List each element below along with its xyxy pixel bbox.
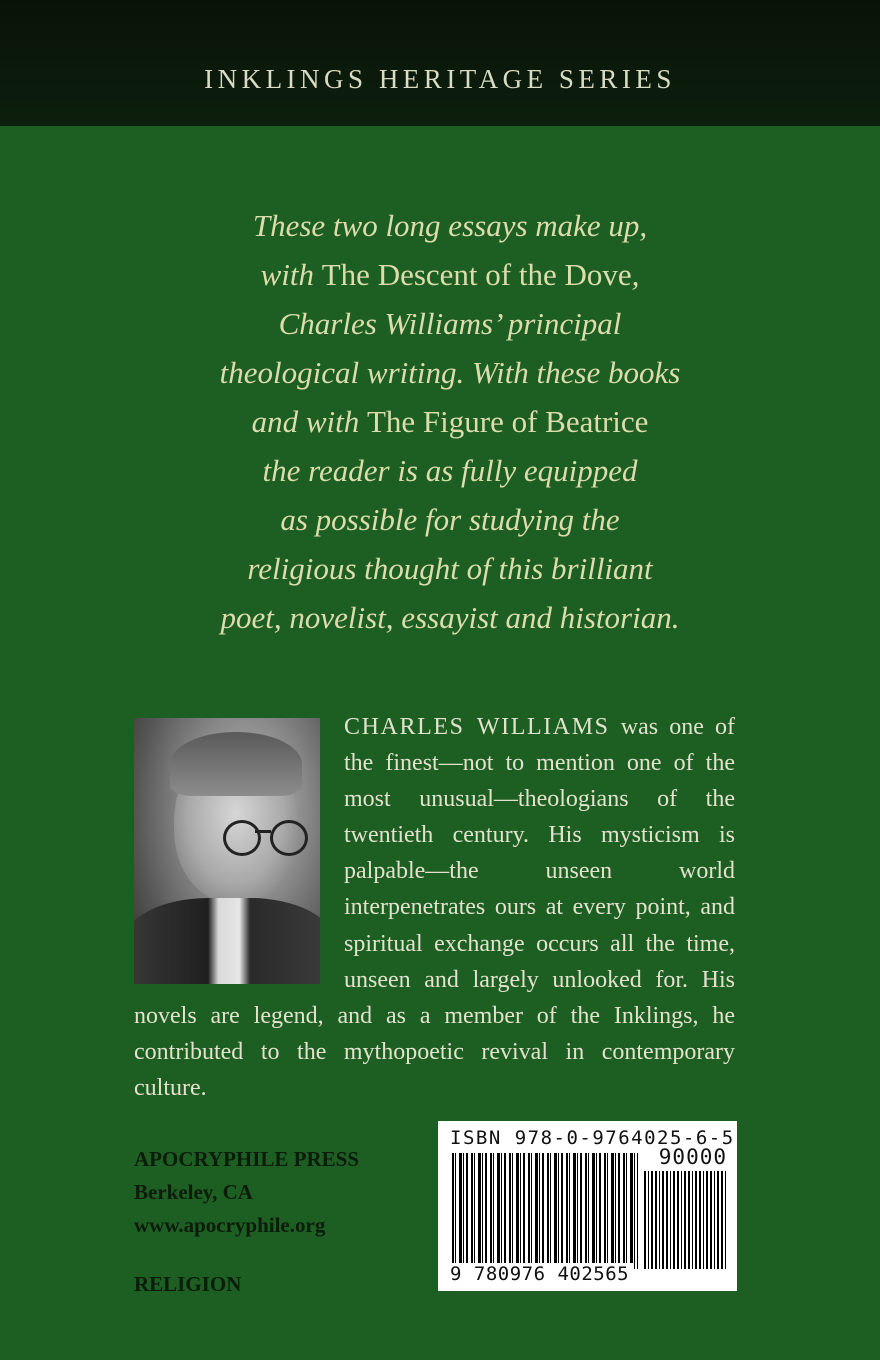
cover-blurb: [150, 201, 750, 642]
author-bio: [134, 709, 735, 1106]
header-band: [0, 0, 880, 126]
series-title: INKLINGS HERITAGE SERIES: [204, 64, 676, 94]
barcode-digits: 9 780976 402565: [450, 1263, 633, 1285]
blurb-line: [150, 250, 750, 299]
blurb-line: [150, 299, 750, 348]
blurb-segment: theological writing. With these books: [219, 355, 681, 390]
blurb-segment: and with: [251, 404, 367, 439]
blurb-segment: Charles Williams’ principal: [278, 306, 622, 341]
blurb-segment: poet, novelist, essayist and historian.: [220, 600, 680, 635]
author-name: CHARLES WILLIAMS: [344, 714, 610, 740]
blurb-segment: as possible for studying the: [280, 502, 620, 537]
blurb-line: [150, 593, 750, 642]
blurb-line: [150, 495, 750, 544]
blurb-line: [150, 544, 750, 593]
price-code: 90000: [658, 1145, 727, 1169]
blurb-segment: The Figure of Beatrice: [366, 404, 649, 439]
publisher-website: www.apocryphile.org: [134, 1213, 326, 1237]
blurb-segment: The Descent of the Dove: [321, 257, 632, 292]
blurb-line: [150, 397, 750, 446]
isbn-text: ISBN 978-0-9764025-6-5: [450, 1127, 735, 1149]
blurb-line: [150, 201, 750, 250]
book-category: RELIGION: [134, 1272, 242, 1296]
blurb-segment: ,: [631, 257, 640, 292]
publisher-city: Berkeley, CA: [134, 1180, 253, 1204]
isbn-barcode: [438, 1121, 737, 1291]
barcode-bars: [452, 1153, 638, 1269]
price-barcode-bars: [644, 1171, 726, 1269]
author-bio-text: was one of the finest—not to mention one of the most unusual—theologians of the twentieth century. His mysticism is palpable—the unseen world interpenetrates ours at every point, and spiritual exchange occurs all the time, unseen and largely unlooked for. His novels are legend, and as a member of the Inklings, he contributed to the mythopoetic revival in contemporary culture.: [134, 714, 735, 1101]
blurb-segment: These two long essays make up,: [252, 208, 648, 243]
blurb-segment: with: [260, 257, 322, 292]
blurb-segment: religious thought of this brilliant: [247, 551, 653, 586]
blurb-line: [150, 348, 750, 397]
blurb-segment: the reader is as fully equipped: [262, 453, 638, 488]
publisher-name: APOCRYPHILE PRESS: [134, 1147, 360, 1171]
blurb-line: [150, 446, 750, 495]
publisher-info: [134, 1143, 359, 1301]
